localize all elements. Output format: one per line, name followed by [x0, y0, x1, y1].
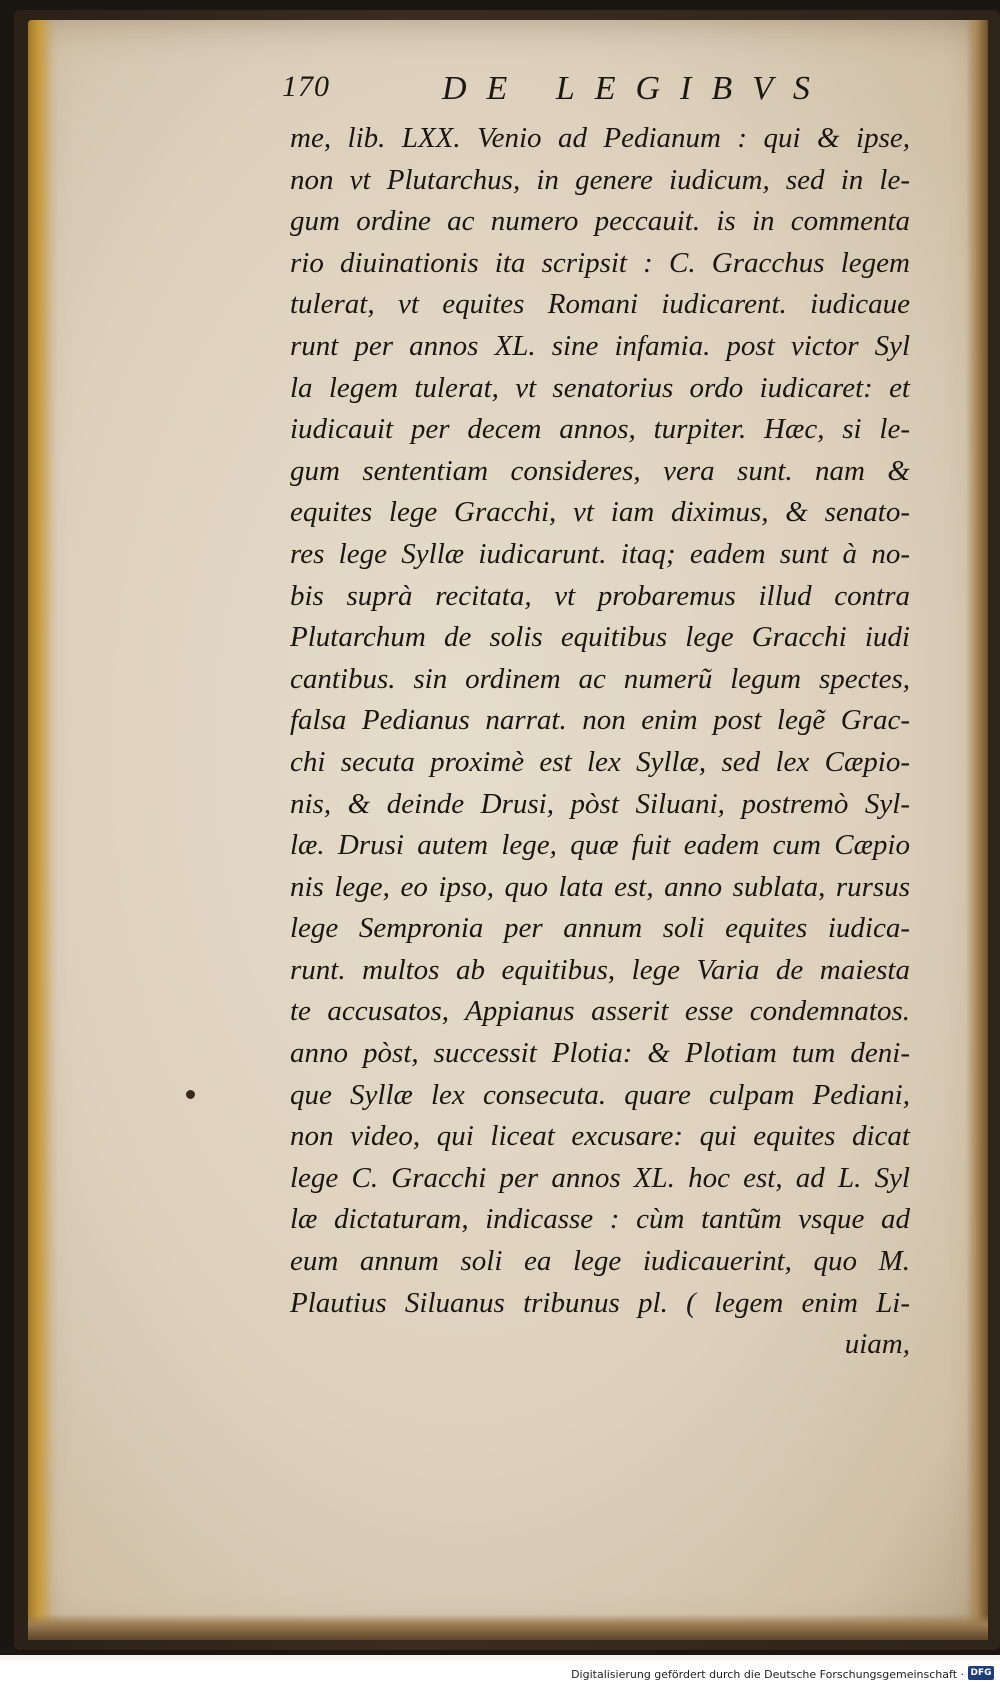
- text-line: non vt Plutarchus, in genere iudicum, sed in le-: [290, 163, 910, 196]
- text-line: equites lege Gracchi, vt iam diximus, & senato-: [290, 496, 910, 529]
- text-line: te accusatos, Appianus asserit esse condemnatos.: [290, 995, 910, 1028]
- text-line: runt. multos ab equitibus, lege Varia de maiesta: [290, 953, 910, 986]
- text-line: iudicauit per decem annos, turpiter. Hæc, si le-: [290, 413, 910, 446]
- ink-spot: [186, 1090, 195, 1099]
- running-title: DE LEGIBVS: [442, 70, 830, 107]
- text-line: læ dictaturam, indicasse : cùm tantũm vsque ad: [290, 1203, 910, 1236]
- page-right-edge: [966, 20, 988, 1640]
- page-bottom-edge: [28, 1614, 988, 1640]
- text-line: res lege Syllæ iudicarunt. itaq; eadem sunt à no-: [290, 537, 910, 570]
- funding-credit: Digitalisierung gefördert durch die Deutsche Forschungsgemeinschaft ·: [571, 1668, 964, 1681]
- text-line: falsa Pedianus narrat. non enim post legẽ Grac-: [290, 704, 910, 737]
- text-line: gum ordine ac numero peccauit. is in commenta: [290, 205, 910, 238]
- text-line: chi secuta proximè est lex Syllæ, sed lex Cæpio-: [290, 745, 910, 778]
- text-line: gum sententiam consideres, vera sunt. nam &: [290, 454, 910, 487]
- text-line: non video, qui liceat excusare: qui equites dicat: [290, 1120, 910, 1153]
- page-number: 170: [282, 70, 330, 103]
- text-line: lege Sempronia per annum soli equites iudica-: [290, 912, 910, 945]
- text-line: runt per annos XL. sine infamia. post victor Syl: [290, 329, 910, 362]
- text-line: Plautius Siluanus tribunus pl. ( legem enim Li-: [290, 1286, 910, 1319]
- text-line: cantibus. sin ordinem ac numerũ legum spectes,: [290, 662, 910, 695]
- text-line: la legem tulerat, vt senatorius ordo iudicaret: et: [290, 371, 910, 404]
- text-line: me, lib. LXX. Venio ad Pedianum : qui & ipse,: [290, 122, 910, 154]
- text-line: rio diuinationis ita scripsit : C. Gracchus legem: [290, 246, 910, 279]
- text-line: Plutarchum de solis equitibus lege Gracchi iudi: [290, 621, 910, 654]
- text-line: tulerat, vt equites Romani iudicarent. iudicaue: [290, 288, 910, 321]
- text-line: anno pòst, successit Plotia: & Plotiam tum deni-: [290, 1037, 910, 1070]
- text-line: que Syllæ lex consecuta. quare culpam Pediani,: [290, 1078, 910, 1111]
- text-line: læ. Drusi autem lege, quæ fuit eadem cum Cæpio: [290, 829, 910, 862]
- text-line: bis suprà recitata, vt probaremus illud contra: [290, 579, 910, 612]
- page-gutter-edge: [28, 20, 58, 1640]
- body-text: [290, 118, 910, 1366]
- text-line: lege C. Gracchi per annos XL. hoc est, ad L. Syl: [290, 1161, 910, 1194]
- text-line: nis lege, eo ipso, quo lata est, anno sublata, rursus: [290, 870, 910, 903]
- dfg-logo: DFG: [968, 1666, 994, 1680]
- text-line: nis, & deinde Drusi, pòst Siluani, postremò Syl-: [290, 787, 910, 820]
- catchword: uiam,: [844, 1328, 910, 1361]
- footer-bar: [0, 1660, 1000, 1691]
- text-line: eum annum soli ea lege iudicauerint, quo M.: [290, 1245, 910, 1278]
- page-header: [282, 70, 902, 116]
